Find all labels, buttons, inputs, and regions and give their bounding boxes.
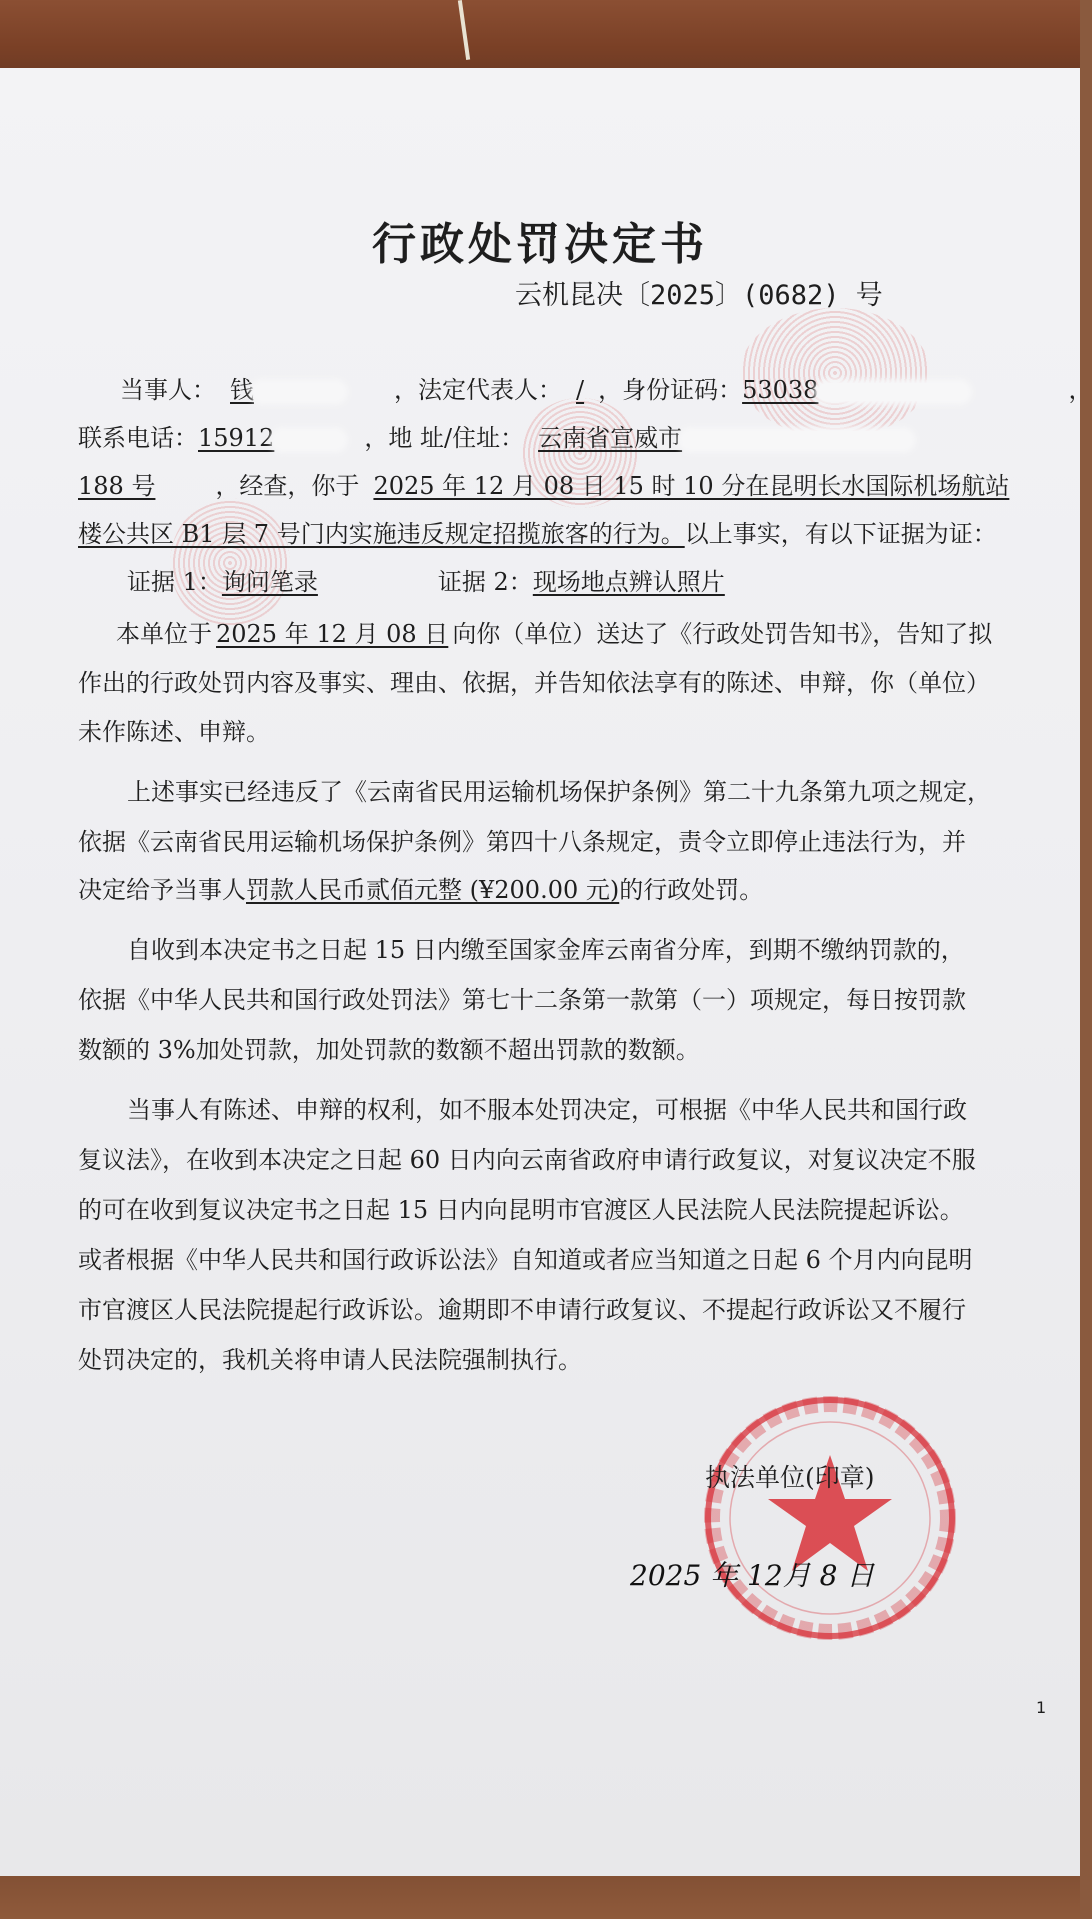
violation-line-1: 上述事实已经违反了《云南省民用运输机场保护条例》第二十九条第九项之规定， xyxy=(127,778,991,806)
violation-line-2: 依据《云南省民用运输机场保护条例》第四十八条规定，责令立即停止违法行为，并 xyxy=(78,828,966,856)
rights-line-2: 复议法》，在收到本决定之日起 60 日内向云南省政府申请行政复议，对复议决定不服 xyxy=(78,1146,976,1174)
penalty-line: 决定给予当事人罚款人民币贰佰元整 (¥200.00 元)的行政处罚。 xyxy=(78,876,764,904)
rights-line-4: 或者根据《中华人民共和国行政诉讼法》自知道或者应当知道之日起 6 个月内向昆明 xyxy=(78,1246,973,1274)
evidence-line: 证据 1：询问笔录 证据 2：现场地点辨认照片 xyxy=(127,568,725,596)
fact-line-2: 楼公共区 B1 层 7 号门内实施违反规定招揽旅客的行为。以上事实，有以下证据为证： xyxy=(78,520,997,548)
payment-line-1: 自收到本决定书之日起 15 日内缴至国家金库云南省分库，到期不缴纳罚款的， xyxy=(127,936,965,964)
document-number: 云机昆决〔2025〕(0682) 号 xyxy=(515,280,883,311)
payment-line-2: 依据《中华人民共和国行政处罚法》第七十二条第一款第（一）项规定，每日按罚款 xyxy=(78,986,966,1014)
notice-line-1: 本单位于 2025 年 12 月 08 日 向你（单位）送达了《行政处罚告知书》，告知了拟 xyxy=(116,620,993,648)
notice-line-3: 未作陈述、申辩。 xyxy=(78,718,270,746)
signature-date: 2025 年 12月 8 日 xyxy=(630,1559,875,1592)
fingerprint-mark xyxy=(740,308,930,438)
rights-line-6: 处罚决定的，我机关将申请人民法院强制执行。 xyxy=(78,1346,582,1374)
fingerprint-mark xyxy=(170,498,290,628)
rights-line-5: 市官渡区人民法院提起行政诉讼。逾期即不申请行政复议、不提起行政诉讼又不履行 xyxy=(78,1296,966,1324)
fact-line-1: 188 号 ，经查，你于 2025 年 12 月 08 日 15 时 10 分在昆明长水国际机场航站 xyxy=(78,472,1010,500)
party-line: 当事人： 钱 ，法定代表人： / ，身份证码：53038 ， xyxy=(120,376,1092,404)
contact-line: 联系电话：15912 ，地 址/住址： 云南省宣威市 xyxy=(78,426,912,450)
notice-line-2: 作出的行政处罚内容及事实、理由、依据，并告知依法享有的陈述、申辩，你（单位） xyxy=(78,669,990,697)
official-seal xyxy=(700,1393,960,1643)
rights-line-3: 的可在收到复议决定书之日起 15 日内向昆明市官渡区人民法院人民法院提起诉讼。 xyxy=(78,1196,964,1224)
payment-line-3: 数额的 3%加处罚款，加处罚款的数额不超出罚款的数额。 xyxy=(78,1036,700,1064)
page-number: 1 xyxy=(1036,1698,1047,1717)
document-title: 行政处罚决定书 xyxy=(372,219,708,270)
document-page xyxy=(0,68,1092,1876)
rights-line-1: 当事人有陈述、申辩的权利，如不服本处罚决定，可根据《中华人民共和国行政 xyxy=(127,1096,967,1124)
signature-label: 执法单位(印章) xyxy=(705,1463,875,1492)
